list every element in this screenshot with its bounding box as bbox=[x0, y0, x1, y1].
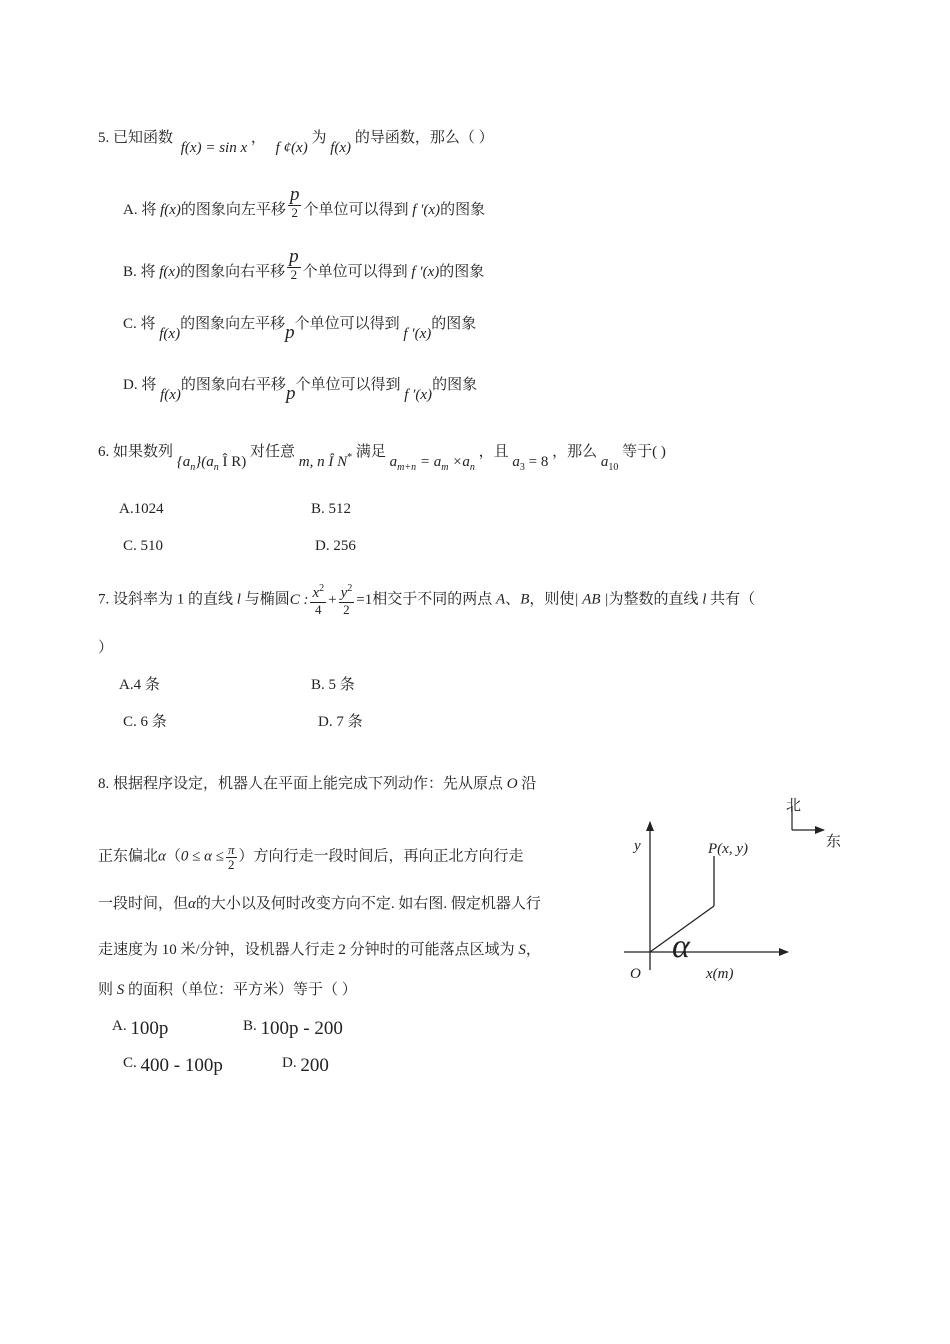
q8-line-4: 走速度为 10 米/分钟，设机器人行走 2 分钟时的可能落点区域为 S， bbox=[98, 942, 541, 958]
math-a10: $a_{10}$ bbox=[600, 454, 619, 473]
q8-option-b: B. 100p - 200 bbox=[243, 1018, 343, 1039]
q7-stem: 7. 设斜率为 1 的直线 l 与椭圆C : $\frac{x^2}{4}$ + $\frac{y^2}{2}$ =1相交于不同的两点 A、B，则使| AB |为整数的直线 l 共有（ bbox=[98, 583, 756, 617]
q8-option-d: D. 200 bbox=[282, 1055, 329, 1076]
q6-option-d: D. 256 bbox=[315, 538, 356, 554]
math-fprime: f ¢(x) bbox=[275, 140, 308, 156]
q8-option-c: C. 400 - 100p bbox=[123, 1055, 223, 1076]
y-axis-label: y bbox=[634, 838, 641, 854]
origin-label: O bbox=[630, 966, 641, 982]
q5-option-b: B. 将 f(x)的图象向右平移 $\frac{p}{2}$ 个单位可以得到 f ′(x)的图象 bbox=[123, 246, 485, 283]
q8-line-2: 正东偏北α（0 ≤ α ≤ $\frac{\pi}{2}$ ）方向行走一段时间后，再向正北方向行走 bbox=[98, 842, 524, 872]
q7-option-c: C. 6 条 bbox=[123, 714, 167, 730]
q7-stem-close: ） bbox=[98, 640, 114, 656]
x-axis-label: x(m) bbox=[706, 966, 734, 982]
q7-option-d: D. 7 条 bbox=[318, 714, 363, 730]
q6-option-b: B. 512 bbox=[311, 501, 352, 517]
point-p-label: P(x, y) bbox=[708, 841, 748, 857]
east-label: 东 bbox=[826, 834, 842, 850]
q6-option-c: C. 510 bbox=[123, 538, 164, 554]
robot-path-figure bbox=[610, 790, 860, 990]
math-mn: m, n Î N* bbox=[298, 452, 353, 470]
math-ellipse: C : $\frac{x^2}{4}$ + $\frac{y^2}{2}$ =1 bbox=[289, 583, 373, 617]
q7-option-a: A.4 条 bbox=[119, 677, 160, 693]
q8-option-a: A. 100p bbox=[112, 1018, 169, 1039]
north-label: 北 bbox=[786, 798, 802, 814]
math-a3: $a_3 = 8$ bbox=[512, 454, 549, 473]
q6-option-a: A.1024 bbox=[119, 501, 164, 517]
q5-option-a: A. 将 f(x)的图象向左平移 $\frac{p}{2}$ 个单位可以得到 f ′(x)的图象 bbox=[123, 184, 486, 221]
q6-stem: 6. 如果数列 $\{a_n\}(a_n$ Î R) 对任意 m, n Î N* 满足 $a_{m+n} = a_m \times a_n$ ，且 $a_3 = 8$ ，那么 $a_{10}$ 等于( ) bbox=[98, 444, 666, 473]
math-sequence: $\{a_n\}(a_n$ Î R) bbox=[176, 454, 247, 473]
angle-alpha-label: α bbox=[672, 928, 690, 965]
q7-option-b: B. 5 条 bbox=[311, 677, 355, 693]
math-fx: f(x) bbox=[330, 140, 352, 156]
math-fx: f(x) = sin x bbox=[180, 140, 248, 156]
q8-line-1: 8. 根据程序设定，机器人在平面上能完成下列动作：先从原点 O 沿 bbox=[98, 776, 537, 792]
q5-stem: 5. 已知函数 f(x) = sin x ， f ¢(x) 为 f(x) 的导函数，那么（ ） bbox=[98, 130, 494, 156]
q8-line-5: 则 S 的面积（单位：平方米）等于（ ） bbox=[98, 982, 357, 998]
q8-line-3: 一段时间，但α的大小以及何时改变方向不定. 如右图. 假定机器人行 bbox=[98, 896, 541, 912]
q5-option-d: D. 将 f(x)的图象向右平移p个单位可以得到 f ′(x)的图象 bbox=[123, 377, 478, 404]
q5-option-c: C. 将 f(x)的图象向左平移p个单位可以得到 f ′(x)的图象 bbox=[123, 316, 477, 343]
math-relation: $a_{m+n} = a_m \times a_n$ bbox=[389, 454, 475, 473]
